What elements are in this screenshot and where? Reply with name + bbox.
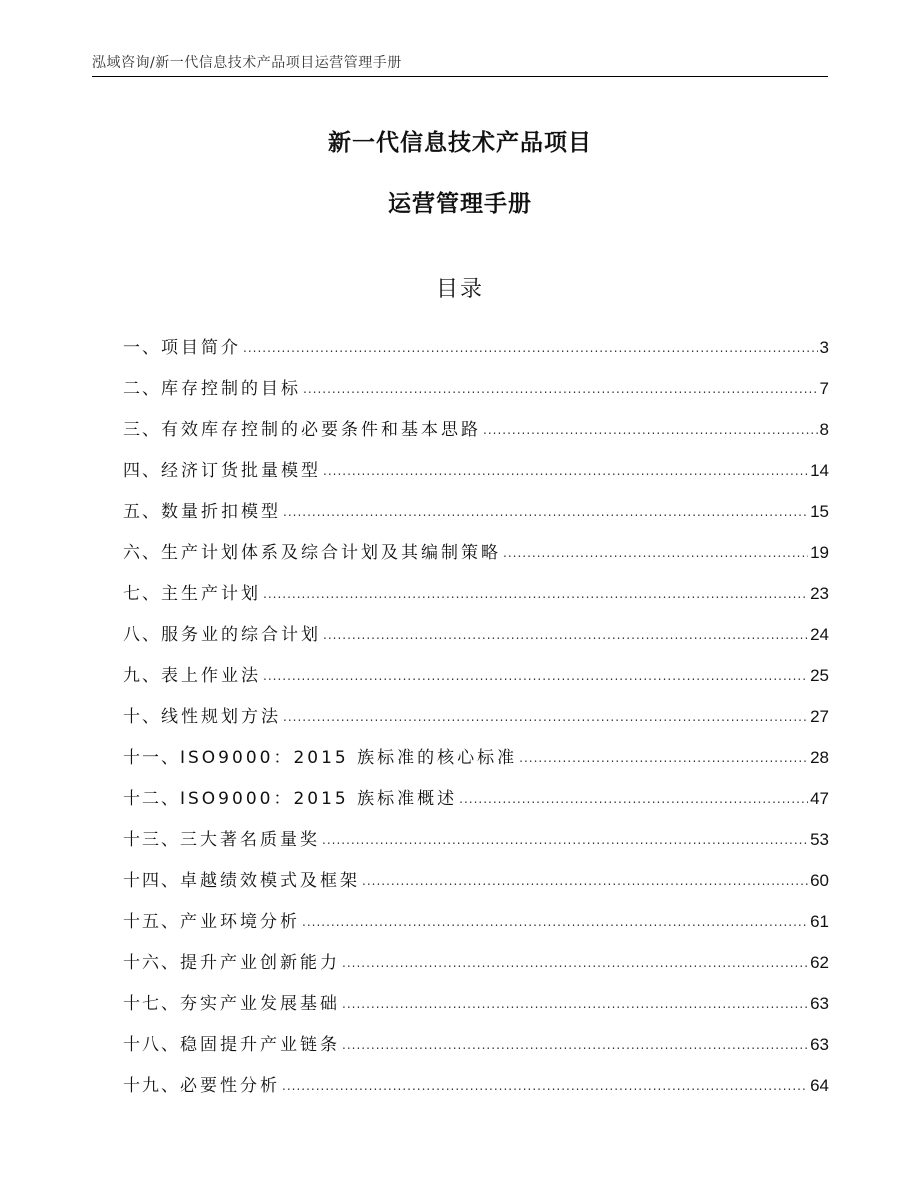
toc-entry-number: 十六、 [123, 953, 180, 973]
toc-entry-page: 19 [810, 543, 829, 562]
toc-dot-leader [283, 702, 808, 732]
toc-entry[interactable] [123, 527, 829, 568]
toc-entry-number: 十三、 [123, 830, 180, 850]
toc-dot-leader [303, 374, 818, 404]
toc-dot-leader [243, 333, 818, 363]
toc-entry[interactable] [123, 363, 829, 404]
toc-entry[interactable] [123, 1019, 829, 1060]
header-rule [92, 76, 828, 77]
toc-entry[interactable] [123, 650, 829, 691]
toc-entry[interactable] [123, 486, 829, 527]
toc-entry-title: 项目简介 [161, 338, 241, 358]
toc-entry-page: 7 [819, 379, 829, 398]
toc-entry-number: 五、 [123, 502, 161, 522]
toc-entry-page: 23 [810, 584, 829, 603]
toc-entry-page: 61 [810, 912, 829, 931]
toc-dot-leader [362, 866, 808, 896]
document-title-line1: 新一代信息技术产品项目 [328, 130, 592, 156]
toc-entry-title: 库存控制的目标 [161, 379, 301, 399]
toc-dot-leader [283, 497, 808, 527]
toc-entry[interactable] [123, 404, 829, 445]
toc-entry-number: 十九、 [123, 1076, 180, 1096]
toc-entry-number: 七、 [123, 584, 161, 604]
toc-entry-page: 15 [810, 502, 829, 521]
toc-entry-title: 生产计划体系及综合计划及其编制策略 [161, 543, 501, 563]
toc-entry-number: 三、 [123, 420, 161, 440]
toc-dot-leader [282, 1071, 808, 1101]
toc-entry-title: 服务业的综合计划 [161, 625, 321, 645]
toc-entry[interactable] [123, 445, 829, 486]
toc-entry-page: 24 [810, 625, 829, 644]
toc-entry-number: 一、 [123, 338, 161, 358]
toc-dot-leader [322, 825, 808, 855]
toc-entry-title: 稳固提升产业链条 [180, 1035, 340, 1055]
toc-entry[interactable] [123, 609, 829, 650]
toc-entry[interactable] [123, 732, 829, 773]
toc-entry[interactable] [123, 814, 829, 855]
toc-entry-title: 表上作业法 [161, 666, 261, 686]
toc-dot-leader [342, 948, 808, 978]
toc-entry[interactable] [123, 691, 829, 732]
toc-entry-page: 47 [810, 789, 829, 808]
toc-entry[interactable] [123, 322, 829, 363]
toc-dot-leader [342, 1030, 808, 1060]
toc-entry-title: 卓越绩效模式及框架 [180, 871, 360, 891]
toc-entry[interactable] [123, 773, 829, 814]
toc-dot-leader [323, 456, 808, 486]
toc-entry-title: 主生产计划 [161, 584, 261, 604]
toc-entry-number: 十七、 [123, 994, 180, 1014]
toc-entry-title: 三大著名质量奖 [180, 830, 320, 850]
toc-entry-page: 62 [810, 953, 829, 972]
toc-dot-leader [483, 415, 818, 445]
toc-entry[interactable] [123, 1060, 829, 1101]
toc-entry-number: 十二、 [123, 789, 180, 809]
toc-entry[interactable] [123, 855, 829, 896]
toc-entry-page: 27 [810, 707, 829, 726]
toc-entry[interactable] [123, 937, 829, 978]
toc-entry-page: 63 [810, 994, 829, 1013]
toc-entry-page: 64 [810, 1076, 829, 1095]
toc-entry-title: 有效库存控制的必要条件和基本思路 [161, 420, 481, 440]
toc-entry-number: 二、 [123, 379, 161, 399]
document-title-line2: 运营管理手册 [388, 191, 532, 217]
toc-entry-number: 九、 [123, 666, 161, 686]
toc-entry-number: 十八、 [123, 1035, 180, 1055]
toc-entry-title: ISO9000：2015 族标准的核心标准 [180, 748, 518, 768]
toc-entry-title: 线性规划方法 [161, 707, 281, 727]
toc-dot-leader [263, 661, 808, 691]
toc-entry-title: 夯实产业发展基础 [180, 994, 340, 1014]
toc-entry-number: 四、 [123, 461, 161, 481]
toc-entry-title: ISO9000：2015 族标准概述 [180, 789, 458, 809]
toc-dot-leader [323, 620, 808, 650]
toc-entry-page: 3 [819, 338, 829, 357]
toc-entry[interactable] [123, 896, 829, 937]
toc-entry-page: 14 [810, 461, 829, 480]
toc-heading: 目录 [435, 277, 484, 302]
toc-entry-title: 数量折扣模型 [161, 502, 281, 522]
toc-dot-leader [263, 579, 808, 609]
toc-dot-leader [519, 743, 808, 773]
toc-dot-leader [302, 907, 808, 937]
toc-entry-page: 25 [810, 666, 829, 685]
toc-entry-page: 60 [810, 871, 829, 890]
toc-entry-title: 经济订货批量模型 [161, 461, 321, 481]
toc-entry[interactable] [123, 568, 829, 609]
toc-entry-number: 十一、 [123, 748, 180, 768]
toc-entry-title: 产业环境分析 [180, 912, 300, 932]
toc-entry-page: 8 [819, 420, 829, 439]
toc-entry-number: 十四、 [123, 871, 180, 891]
toc-dot-leader [342, 989, 808, 1019]
toc-entry-title: 必要性分析 [180, 1076, 280, 1096]
toc-entry-page: 63 [810, 1035, 829, 1054]
toc-dot-leader [503, 538, 808, 568]
toc-entry-title: 提升产业创新能力 [180, 953, 340, 973]
toc-entry-number: 六、 [123, 543, 161, 563]
toc-entry-page: 53 [810, 830, 829, 849]
toc-entry-number: 八、 [123, 625, 161, 645]
page-header: 泓域咨询/新一代信息技术产品项目运营管理手册 [92, 55, 402, 71]
table-of-contents [123, 322, 829, 1101]
toc-entry-number: 十、 [123, 707, 161, 727]
toc-entry-number: 十五、 [123, 912, 180, 932]
toc-dot-leader [459, 784, 808, 814]
toc-entry-page: 28 [810, 748, 829, 767]
toc-entry[interactable] [123, 978, 829, 1019]
